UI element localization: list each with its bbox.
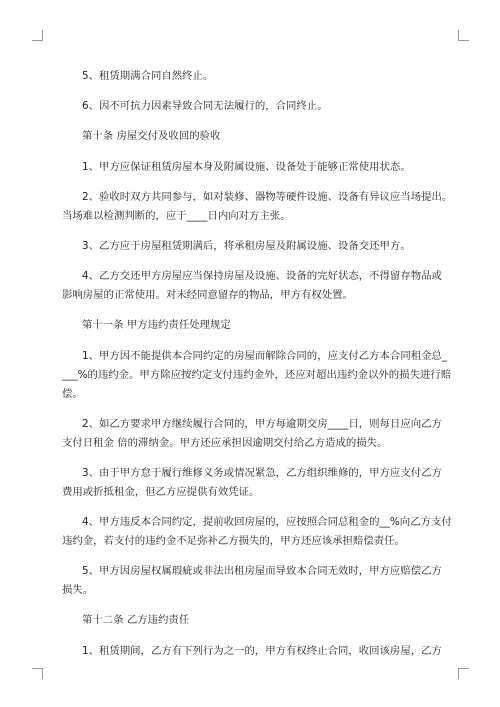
clause-paragraph [62,642,442,661]
section-heading [62,611,432,630]
paragraph-line: 支付日租金 倍的滞纳金。甲方还应承担因逾期交付给乙方造成的损失。 [62,436,388,449]
paragraph-line: 5、甲方因房屋权属瑕疵或非法出租房屋而导致本合同无效时，甲方应赔偿乙方 [82,565,442,578]
paragraph-line: 当场难以检测判断的，应于____日内向对方主张。 [62,209,291,222]
paragraph-line: 1、甲方应保证租赁房屋本身及附属设施、设备处于能够正常使用状态。 [82,160,411,173]
paragraph-line: 第十一条 甲方违约责任处理规定 [82,319,231,332]
clause-paragraph [62,267,442,305]
clause-paragraph [62,513,452,551]
paragraph-line: 偿。 [62,387,83,400]
paragraph-line: ___%的违约金。甲方除应按约定支付违约金外，还应对超出违约金以外的损失进行赔 [62,368,452,381]
section-heading [62,316,432,335]
paragraph-line: 3、由于甲方怠于履行维修义务或情况紧急，乙方组织维修的，甲方应支付乙方 [82,466,442,479]
clause-paragraph [62,415,442,453]
paragraph-line: 费用或折抵租金，但乙方应提供有效凭证。 [62,485,260,498]
paragraph-line: 4、甲方违反本合同约定，提前收回房屋的，应按照合同总租金的__%向乙方支付 [82,516,452,529]
crop-mark-bottom-left [32,668,43,679]
clause-paragraph [62,97,432,116]
crop-mark-top-left [32,30,43,41]
paragraph-line: 1、租赁期间，乙方有下列行为之一的，甲方有权终止合同，收回该房屋，乙方 [82,644,442,657]
clause-paragraph [62,158,432,177]
paragraph-line: 损失。 [62,584,94,597]
clause-paragraph [62,67,432,86]
clause-paragraph [62,237,432,256]
section-heading [62,127,432,146]
document-body [62,67,453,672]
clause-paragraph [62,562,442,600]
paragraph-line: 3、乙方应于房屋租赁期满后，将承租房屋及附属设施、设备交还甲方。 [82,239,411,252]
paragraph-line: 2、验收时双方共同参与，如对装修、器物等硬件设施、设备有异议应当场提出。 [82,190,453,203]
crop-mark-bottom-right [458,668,469,679]
clause-paragraph [62,188,453,226]
paragraph-line: 影响房屋的正常使用。对未经同意留存的物品，甲方有权处置。 [62,289,353,302]
clause-paragraph [62,464,442,502]
paragraph-line: 4、乙方交还甲方房屋应当保持房屋及设施、设备的完好状态，不得留存物品或 [82,270,442,283]
paragraph-line: 6、因不可抗力因素导致合同无法履行的，合同终止。 [82,100,328,113]
paragraph-line: 2、如乙方要求甲方继续履行合同的，甲方每逾期交房____日，则每日应向乙方 [82,417,442,430]
paragraph-line: 第十条 房屋交付及收回的验收 [82,130,221,143]
clause-paragraph [62,347,452,404]
crop-mark-top-right [458,30,469,41]
paragraph-line: 5、租赁期满合同自然终止。 [82,70,214,82]
paragraph-line: 违约金，若支付的违约金不足弥补乙方损失的，甲方还应该承担赔偿责任。 [62,535,405,548]
paragraph-line: 第十二条 乙方违约责任 [82,614,190,627]
paragraph-line: 1、甲方因不能提供本合同约定的房屋而解除合同的，应支付乙方本合同租金总_ [82,349,448,362]
